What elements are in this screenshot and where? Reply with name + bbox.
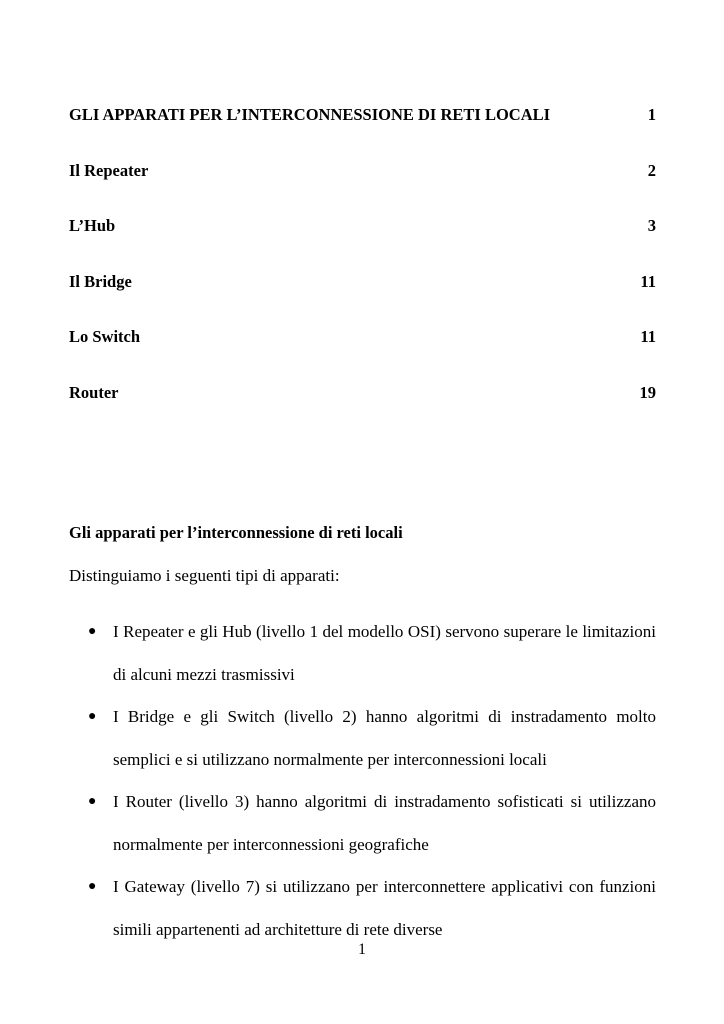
- toc-entry-page: 3: [647, 216, 656, 235]
- list-item: [69, 866, 656, 951]
- section-heading: Gli apparati per l’interconnessione di reti locali: [69, 523, 403, 542]
- toc-entry-title: GLI APPARATI PER L’INTERCONNESSIONE DI RETI LOCALI: [69, 105, 551, 124]
- page-number: 1: [358, 941, 366, 958]
- list-item-text: I Bridge e gli Switch (livello 2) hanno algoritmi di instradamento molto semplici e si utilizzano normalmente per interconnessioni locali: [113, 707, 656, 769]
- toc-entry-page: 2: [647, 160, 656, 180]
- list-item: [69, 696, 656, 781]
- toc-entry-title: Router: [69, 382, 119, 402]
- toc-entry-title: Il Repeater: [69, 160, 149, 180]
- toc-entry-title: Lo Switch: [69, 327, 141, 346]
- list-item: [69, 611, 656, 696]
- bullet-icon: ●: [88, 709, 97, 724]
- bullet-icon: ●: [88, 879, 97, 894]
- toc-entry[interactable]: [69, 105, 656, 161]
- toc-entry-page: 19: [639, 382, 656, 402]
- toc-entry[interactable]: [69, 383, 656, 439]
- intro-paragraph: Distinguiamo i seguenti tipi di apparati:: [69, 566, 340, 585]
- list-item-text: I Gateway (livello 7) si utilizzano per interconnettere applicativi con funzioni simili appartenenti ad architetture di rete diverse: [113, 877, 656, 939]
- table-of-contents: [69, 105, 656, 438]
- toc-entry-page: 11: [640, 327, 656, 346]
- list-item: [69, 781, 656, 866]
- toc-entry[interactable]: [69, 216, 656, 272]
- list-item-text: I Repeater e gli Hub (livello 1 del modello OSI) servono superare le limitazioni di alcuni mezzi trasmissivi: [113, 622, 656, 684]
- toc-entry[interactable]: [69, 161, 656, 217]
- toc-entry[interactable]: [69, 327, 656, 383]
- bullet-icon: ●: [88, 794, 97, 809]
- bullet-list: [69, 611, 656, 951]
- toc-entry-title: L’Hub: [69, 216, 116, 235]
- toc-entry[interactable]: [69, 272, 656, 328]
- bullet-icon: ●: [88, 624, 97, 639]
- toc-entry-page: 1: [647, 105, 656, 124]
- toc-entry-page: 11: [640, 271, 656, 291]
- list-item-text: I Router (livello 3) hanno algoritmi di instradamento sofisticati si utilizzano normalmente per interconnessioni geografiche: [113, 792, 656, 854]
- toc-entry-title: Il Bridge: [69, 271, 132, 291]
